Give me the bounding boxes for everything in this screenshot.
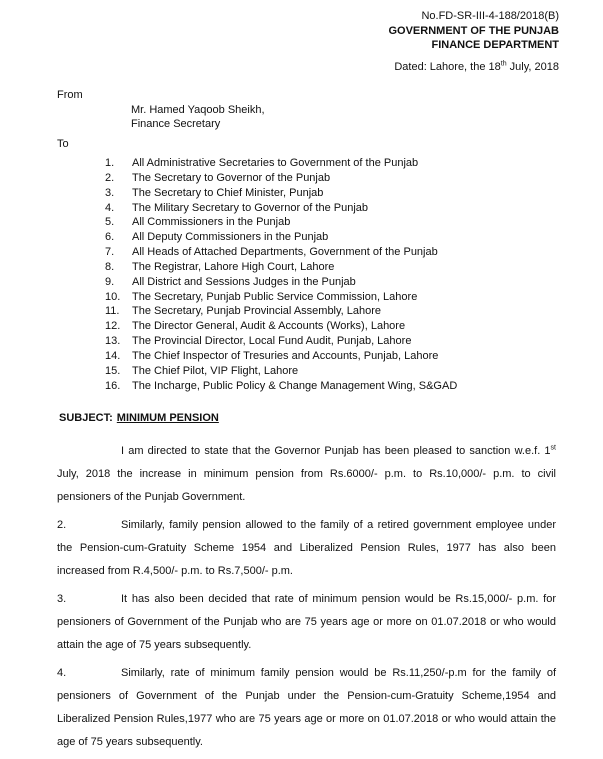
letter-body	[57, 440, 556, 759]
recipient-item	[105, 304, 457, 319]
recipient-number: 8.	[105, 260, 115, 273]
recipient-text: All District and Sessions Judges in the Punjab	[132, 275, 356, 288]
recipient-number: 2.	[105, 171, 115, 184]
recipient-item	[105, 230, 457, 245]
sender-name: Mr. Hamed Yaqoob Sheikh,	[131, 104, 265, 116]
department-heading: FINANCE DEPARTMENT	[431, 39, 559, 51]
recipient-number: 6.	[105, 231, 115, 244]
recipient-text: The Incharge, Public Policy & Change Management Wing, S&GAD	[132, 379, 458, 392]
recipient-item	[105, 379, 457, 394]
recipient-item	[105, 156, 457, 171]
paragraph-3-text: It has also been decided that rate of minimum pension would be Rs.15,000/- p.m. for pensioners of Government of the Punjab who are 75 years age or more on 01.07.2018 or who would attain the age of 75 years subsequently.	[57, 593, 556, 651]
recipient-number: 15.	[105, 364, 121, 377]
to-label: To	[57, 138, 69, 150]
recipient-item	[105, 334, 457, 349]
paragraph-1-text-a: I am directed to state that the Governor Punjab has been pleased to sanction w.e.f. 1	[121, 445, 551, 457]
recipient-text: All Heads of Attached Departments, Government of the Punjab	[132, 246, 438, 259]
recipient-item	[105, 201, 457, 216]
paragraph-3	[57, 588, 556, 657]
paragraph-4-text: Similarly, rate of minimum family pension would be Rs.11,250/-p.m for the family of pensioners of Government of the Punjab under the Pension-cum-Gratuity Scheme,1954 and Liberalized Pension Rules,1977 who are 75 years age or more on 01.07.2018 or who would attain the age of 75 years subsequently.	[57, 667, 556, 748]
recipient-text: The Registrar, Lahore High Court, Lahore	[132, 260, 335, 273]
recipient-text: The Chief Inspector of Tresuries and Accounts, Punjab, Lahore	[132, 349, 439, 362]
date-month-year: July, 2018	[506, 61, 559, 73]
recipient-item	[105, 275, 457, 290]
recipient-item	[105, 215, 457, 230]
recipient-number: 9.	[105, 275, 115, 288]
recipient-text: The Director General, Audit & Accounts (Works), Lahore	[132, 320, 406, 333]
subject-label: SUBJECT:	[59, 412, 113, 424]
recipient-item	[105, 319, 457, 334]
recipient-number: 1.	[105, 157, 115, 169]
paragraph-2	[57, 514, 556, 583]
recipient-number: 5.	[105, 216, 115, 229]
recipient-item	[105, 290, 457, 305]
recipient-number: 4.	[105, 201, 115, 214]
recipient-item	[105, 186, 457, 201]
paragraph-4-number: 4.	[57, 667, 67, 679]
reference-number: No.FD-SR-III-4-188/2018(B)	[421, 10, 559, 22]
government-heading: GOVERNMENT OF THE PUNJAB	[388, 25, 559, 37]
paragraph-1-text-b: July, 2018 the increase in minimum pension from Rs.6000/- p.m. to Rs.10,000/- p.m. to civil pensioners of the Punjab Government.	[57, 468, 556, 503]
recipient-item	[105, 364, 457, 379]
sender-designation: Finance Secretary	[131, 118, 221, 130]
recipient-item	[105, 171, 457, 186]
recipient-text: The Chief Pilot, VIP Flight, Lahore	[132, 364, 299, 377]
paragraph-2-number: 2.	[57, 519, 67, 531]
date-prefix: Dated: Lahore, the 18	[394, 61, 501, 73]
recipient-item	[105, 245, 457, 260]
recipient-number: 7.	[105, 246, 115, 259]
recipient-text: The Secretary, Punjab Provincial Assembly, Lahore	[132, 305, 382, 318]
recipient-number: 14.	[105, 349, 121, 362]
recipient-number: 10.	[105, 290, 121, 303]
recipient-number: 12.	[105, 320, 121, 333]
paragraph-2-text: Similarly, family pension allowed to the family of a retired government employee under the Pension-cum-Gratuity Scheme 1954 and Liberalized Pension Rules, 1977 has also been increased from R.4,500/- p.m. to Rs.7,500/- p.m.	[57, 519, 556, 577]
recipient-list	[105, 156, 457, 394]
recipient-number: 16.	[105, 379, 121, 392]
paragraph-4	[57, 662, 556, 754]
recipient-item	[105, 349, 457, 364]
recipient-text: All Commissioners in the Punjab	[132, 216, 291, 229]
paragraph-3-number: 3.	[57, 593, 67, 605]
from-label: From	[57, 89, 83, 101]
paragraph-1-sup: st	[550, 444, 556, 452]
subject-line	[59, 411, 219, 425]
recipient-number: 3.	[105, 186, 115, 199]
subject-text: MINIMUM PENSION	[116, 412, 219, 424]
recipient-text: The Provincial Director, Local Fund Audit, Punjab, Lahore	[132, 335, 412, 348]
recipient-text: The Secretary to Chief Minister, Punjab	[132, 186, 324, 199]
recipient-text: All Administrative Secretaries to Government of the Punjab	[132, 157, 419, 169]
recipient-item	[105, 260, 457, 275]
recipient-number: 13.	[105, 335, 121, 348]
paragraph-1	[57, 440, 556, 509]
recipient-number: 11.	[105, 305, 120, 318]
recipient-text: The Military Secretary to Governor of the Punjab	[132, 201, 368, 214]
date-suffix-sup: th	[500, 60, 507, 68]
recipient-text: The Secretary, Punjab Public Service Commission, Lahore	[132, 290, 418, 303]
recipient-text: The Secretary to Governor of the Punjab	[132, 171, 331, 184]
date-line	[394, 60, 559, 74]
recipient-text: All Deputy Commissioners in the Punjab	[132, 231, 329, 244]
